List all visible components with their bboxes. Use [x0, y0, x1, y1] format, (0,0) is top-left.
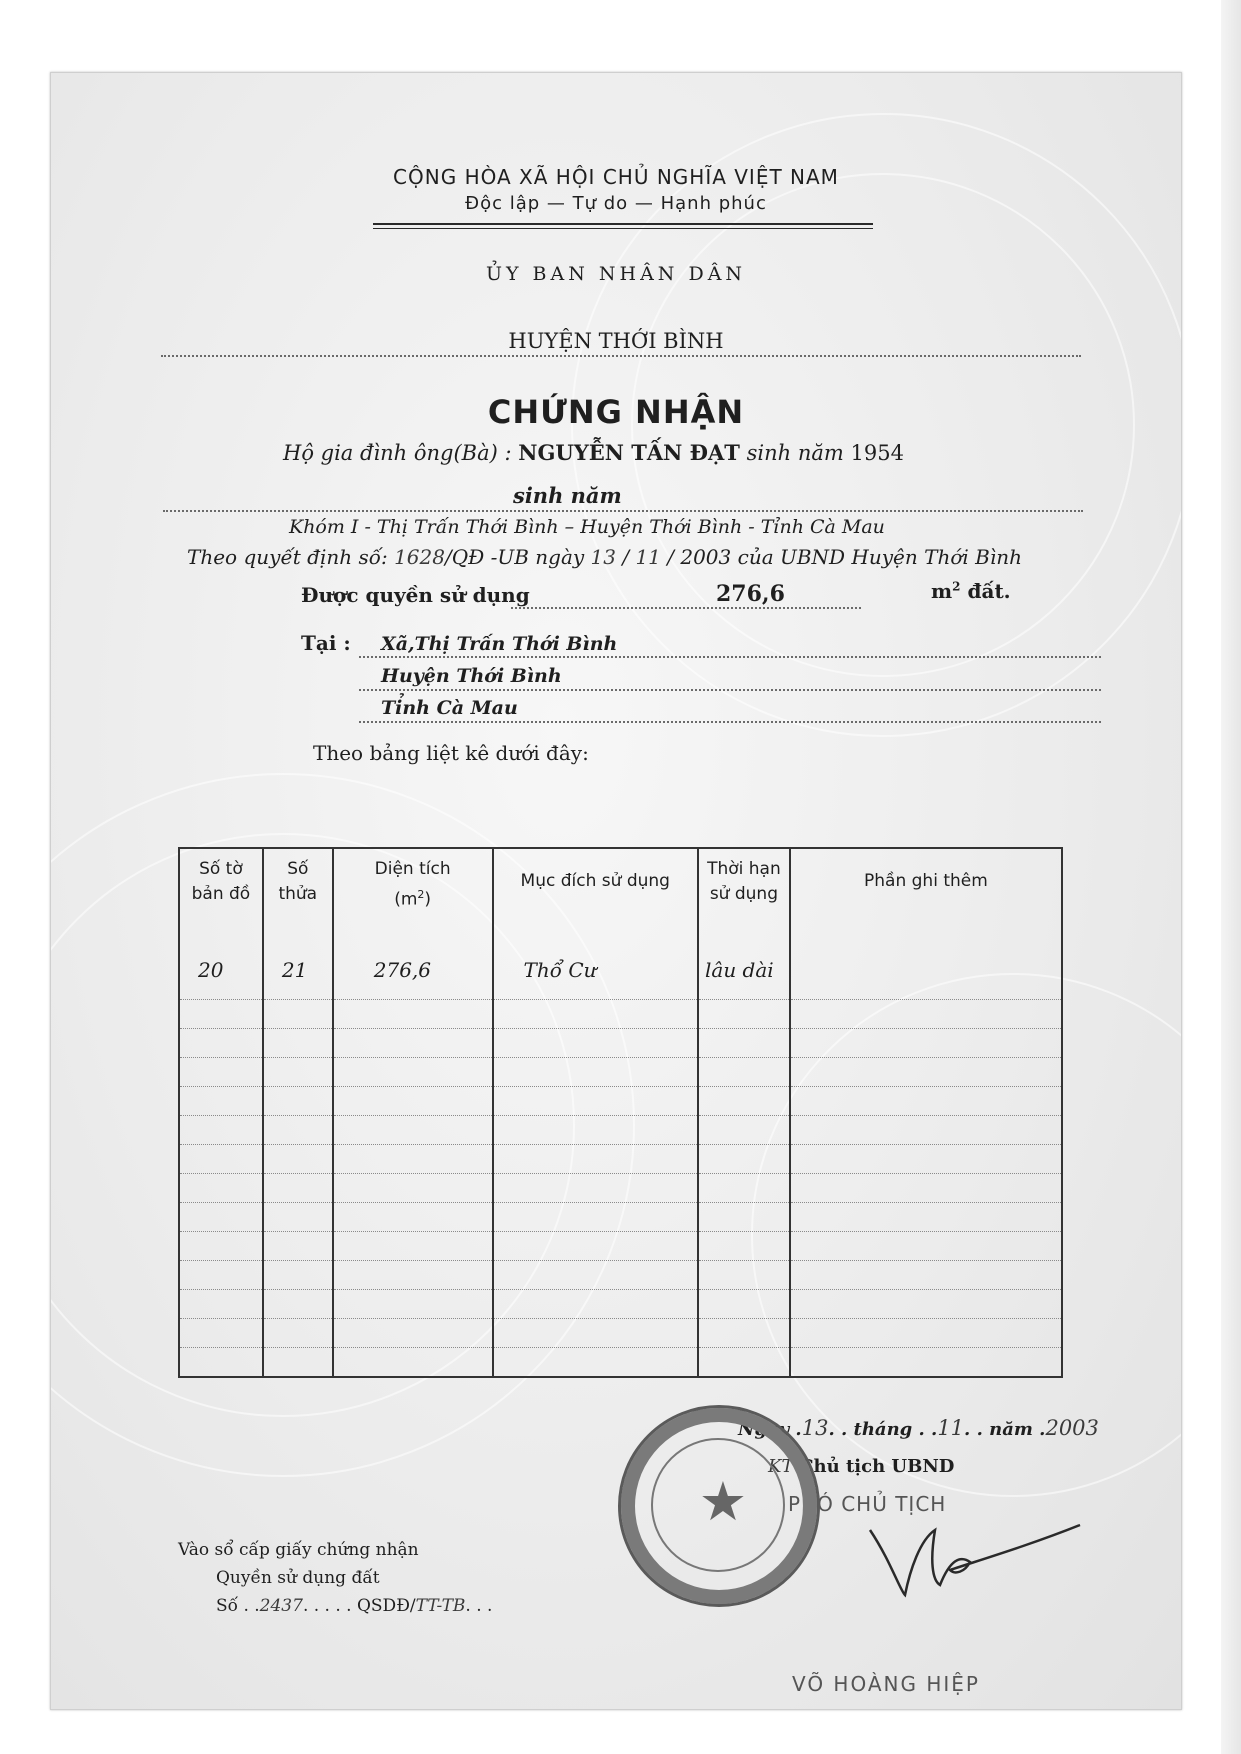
- vice-chairman-stamp: PHÓ CHỦ TỊCH: [788, 1492, 947, 1516]
- header-purpose: Mục đích sử dụng: [493, 848, 698, 941]
- table-row: [179, 1116, 1062, 1145]
- header-term: Thời hạn sử dụng: [698, 848, 790, 941]
- official-seal: [618, 1405, 820, 1607]
- location-dotted-line: [359, 721, 1101, 723]
- table-row: [179, 1261, 1062, 1290]
- header-notes: Phần ghi thêm: [790, 848, 1062, 941]
- decision-line: Theo quyết định số: 1628/QĐ -UB ngày 13 / 11 / 2003 của UBND Huyện Thới Bình: [187, 545, 1022, 569]
- certificate-title: CHỨNG NHẬN: [487, 393, 745, 431]
- cell-notes: [790, 941, 1062, 1000]
- holder-name: NGUYỄN TẤN ĐẠT: [518, 440, 740, 465]
- chairman-title: KT Chủ tịch UBND: [768, 1456, 955, 1477]
- national-motto: Độc lập — Tự do — Hạnh phúc: [465, 193, 767, 214]
- republic-heading: CỘNG HÒA XÃ HỘI CHỦ NGHĨA VIỆT NAM: [393, 165, 839, 189]
- district-name: HUYỆN THỚI BÌNH: [508, 329, 724, 353]
- decision-mid: /QĐ -UB ngày: [444, 545, 585, 569]
- seal-emblem: [651, 1438, 785, 1572]
- location-province: Tỉnh Cà Mau: [381, 697, 518, 719]
- header-parcel: Số thửa: [263, 848, 333, 941]
- location-commune: Xã,Thị Trấn Thới Bình: [381, 633, 618, 655]
- area-unit: $m^2$ đất.: [931, 579, 1011, 603]
- table-row: [179, 1348, 1062, 1378]
- header-area: Diện tích $(m^2)$: [333, 848, 493, 941]
- certified-area: 276,6: [716, 581, 785, 607]
- area-dotted-line: [511, 607, 861, 609]
- table-row: [179, 1290, 1062, 1319]
- birth-year: 1954: [850, 441, 904, 465]
- location-label: Tại :: [301, 631, 351, 655]
- decision-number: 1628: [394, 545, 445, 569]
- table-row: [179, 1174, 1062, 1203]
- header-divider: [373, 228, 873, 229]
- table-row: [179, 1319, 1062, 1348]
- table-intro: Theo bảng liệt kê dưới đây:: [313, 741, 589, 765]
- holder-address: Khóm I - Thị Trấn Thới Bình – Huyện Thới Bình - Tỉnh Cà Mau: [289, 516, 885, 538]
- table-row: [179, 1029, 1062, 1058]
- cell-map-sheet: 20: [179, 941, 263, 1000]
- decision-year: / 2003: [667, 545, 732, 569]
- registry-number: Số . .2437. . . . . QSDĐ/TT-TB. . .: [216, 1596, 493, 1616]
- signing-date: Ngày .13. . tháng . .11. . năm .2003: [738, 1416, 1099, 1440]
- cell-term: lâu dài: [698, 941, 790, 1000]
- table-row: [179, 1203, 1062, 1232]
- cell-area: 276,6: [333, 941, 493, 1000]
- location-dotted-line: [359, 689, 1101, 691]
- location-dotted-line: [359, 656, 1101, 658]
- table-row: [179, 1000, 1062, 1029]
- table-header-row: [179, 848, 1062, 941]
- registry-line-2: Quyền sử dụng đất: [216, 1568, 380, 1588]
- right-label: Được quyền sử dụng: [301, 583, 530, 607]
- table-row: [179, 1232, 1062, 1261]
- district-dotted-line: [161, 355, 1081, 357]
- decision-suffix: của UBND Huyện Thới Bình: [737, 545, 1022, 569]
- cell-purpose: Thổ Cư: [493, 941, 698, 1000]
- scanner-edge: [1221, 0, 1241, 1754]
- second-birth-label: sinh năm: [513, 483, 622, 508]
- table-row: [179, 1058, 1062, 1087]
- land-parcel-table: [178, 847, 1063, 1378]
- birth-label: sinh năm: [746, 441, 844, 465]
- table-row: [179, 941, 1062, 1000]
- registry-line-1: Vào sổ cấp giấy chứng nhận: [178, 1540, 419, 1560]
- decision-day: 13: [590, 545, 616, 569]
- committee-heading: ỦY BAN NHÂN DÂN: [485, 263, 747, 285]
- header-divider: [373, 223, 873, 225]
- signer-name: VÕ HOÀNG HIỆP: [792, 1672, 980, 1696]
- holder-line: [283, 440, 904, 465]
- seal-star-icon: ★: [698, 1470, 748, 1533]
- chairman-signature: [860, 1500, 1090, 1610]
- location-district: Huyện Thới Bình: [381, 665, 562, 687]
- header-map-sheet: Số tờ bản đồ: [179, 848, 263, 941]
- address-dotted-line: [163, 510, 1083, 512]
- table-row: [179, 1145, 1062, 1174]
- decision-month: 11: [635, 545, 661, 569]
- cell-parcel: 21: [263, 941, 333, 1000]
- table-row: [179, 1087, 1062, 1116]
- decision-prefix: Theo quyết định số:: [187, 545, 388, 569]
- holder-label: Hộ gia đình ông(Bà) :: [283, 441, 512, 465]
